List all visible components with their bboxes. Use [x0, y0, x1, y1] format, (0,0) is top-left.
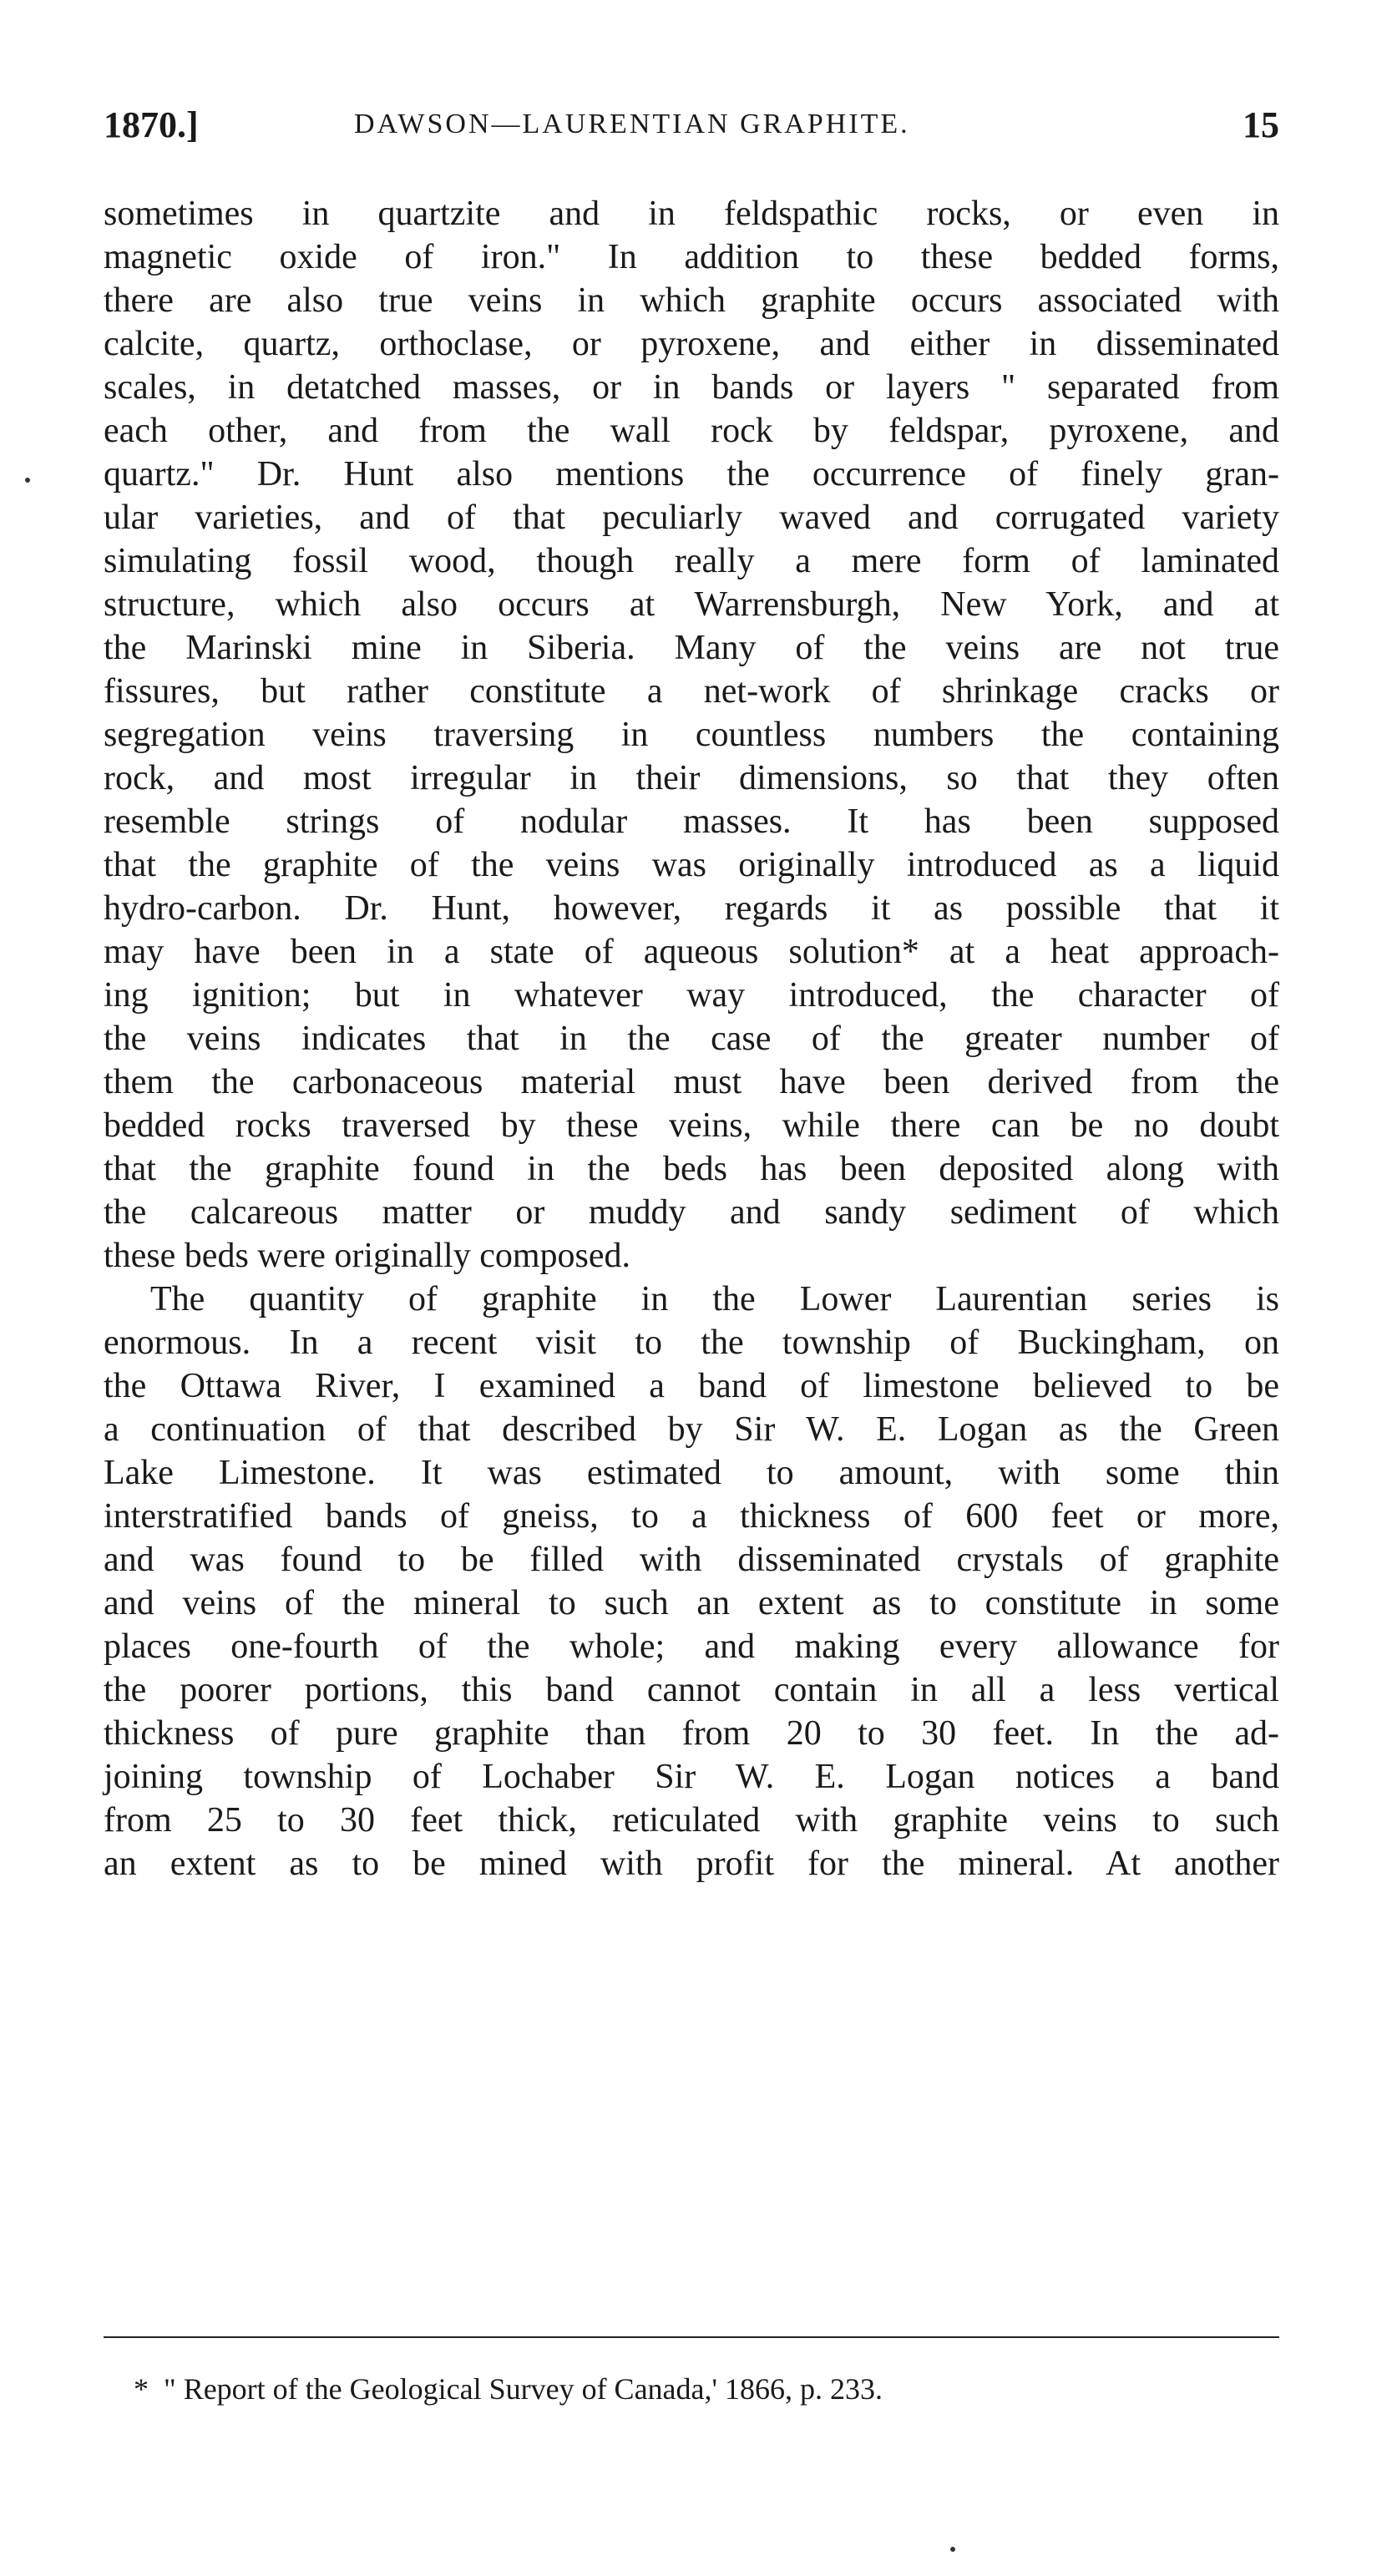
- text-line: and veins of the mineral to such an extent as to constitute in some: [104, 1584, 1279, 1622]
- text-line: places one-fourth of the whole; and making every allowance for: [104, 1627, 1279, 1666]
- footnote-rule: [104, 2336, 1279, 2338]
- text-line: that the graphite of the veins was originally introduced as a liquid: [104, 846, 1279, 884]
- text-line: there are also true veins in which graphite occurs associated with: [104, 281, 1279, 320]
- text-line: an extent as to be mined with profit for the mineral. At another: [104, 1845, 1279, 1883]
- paragraph-2: [104, 1278, 1279, 1885]
- page-number: 15: [1243, 104, 1279, 145]
- text-line: magnetic oxide of iron." In addition to these bedded forms,: [104, 238, 1279, 276]
- text-line: structure, which also occurs at Warrensburgh, New York, and at: [104, 585, 1279, 624]
- text-line: from 25 to 30 feet thick, reticulated with graphite veins to such: [104, 1801, 1279, 1840]
- print-speck: [25, 478, 30, 483]
- text-line: The quantity of graphite in the Lower Laurentian series is: [150, 1280, 1279, 1318]
- text-line: and was found to be filled with disseminated crystals of graphite: [104, 1541, 1279, 1579]
- text-line: Lake Limestone. It was estimated to amount, with some thin: [104, 1454, 1279, 1492]
- text-line: fissures, but rather constitute a net-work of shrinkage cracks or: [104, 672, 1279, 711]
- print-speck: [950, 2547, 955, 2552]
- text-line: rock, and most irregular in their dimensions, so that they often: [104, 759, 1279, 797]
- header-title: DAWSON—LAURENTIAN GRAPHITE.: [354, 109, 910, 139]
- text-line: ular varieties, and of that peculiarly waved and corrugated variety: [104, 498, 1279, 537]
- text-line: joining township of Lochaber Sir W. E. Logan notices a band: [104, 1758, 1279, 1796]
- text-line: the Marinski mine in Siberia. Many of the veins are not true: [104, 629, 1279, 667]
- text-line: scales, in detatched masses, or in bands or layers " separated from: [104, 368, 1279, 407]
- text-line: enormous. In a recent visit to the township of Buckingham, on: [104, 1323, 1279, 1362]
- footnote-mark: *: [134, 2372, 149, 2406]
- header-year: 1870.]: [104, 104, 199, 145]
- text-line: each other, and from the wall rock by feldspar, pyroxene, and: [104, 412, 1279, 450]
- text-line: the veins indicates that in the case of the greater number of: [104, 1020, 1279, 1058]
- text-line: the Ottawa River, I examined a band of limestone believed to be: [104, 1367, 1279, 1405]
- text-line: quartz." Dr. Hunt also mentions the occurrence of finely gran-: [104, 455, 1279, 493]
- paragraph-1: [104, 192, 1279, 1278]
- text-line: that the graphite found in the beds has been deposited along with: [104, 1150, 1279, 1188]
- text-line: ing ignition; but in whatever way introduced, the character of: [104, 976, 1279, 1015]
- running-head: [104, 99, 1279, 149]
- text-line: hydro-carbon. Dr. Hunt, however, regards it as possible that it: [104, 889, 1279, 928]
- text-line: a continuation of that described by Sir W. E. Logan as the Green: [104, 1410, 1279, 1449]
- text-line: may have been in a state of aqueous solution* at a heat approach-: [104, 933, 1279, 971]
- text-line: interstratified bands of gneiss, to a thickness of 600 feet or more,: [104, 1497, 1279, 1536]
- text-line: bedded rocks traversed by these veins, while there can be no doubt: [104, 1106, 1279, 1145]
- footnote: [134, 2371, 883, 2406]
- body-text: [104, 192, 1279, 1885]
- text-line: calcite, quartz, orthoclase, or pyroxene, and either in disseminated: [104, 325, 1279, 363]
- text-line: sometimes in quartzite and in feldspathic rocks, or even in: [104, 195, 1279, 233]
- text-line: simulating fossil wood, though really a mere form of laminated: [104, 542, 1279, 580]
- text-line: segregation veins traversing in countless numbers the containing: [104, 716, 1279, 754]
- text-line: the calcareous matter or muddy and sandy sediment of which: [104, 1193, 1279, 1232]
- footnote-text: " Report of the Geological Survey of Canada,' 1866, p. 233.: [164, 2372, 883, 2406]
- text-line: these beds were originally composed.: [104, 1237, 630, 1275]
- text-line: the poorer portions, this band cannot contain in all a less vertical: [104, 1671, 1279, 1709]
- text-line: them the carbonaceous material must have been derived from the: [104, 1063, 1279, 1101]
- text-line: thickness of pure graphite than from 20 to 30 feet. In the ad-: [104, 1714, 1279, 1753]
- text-line: resemble strings of nodular masses. It has been supposed: [104, 802, 1279, 841]
